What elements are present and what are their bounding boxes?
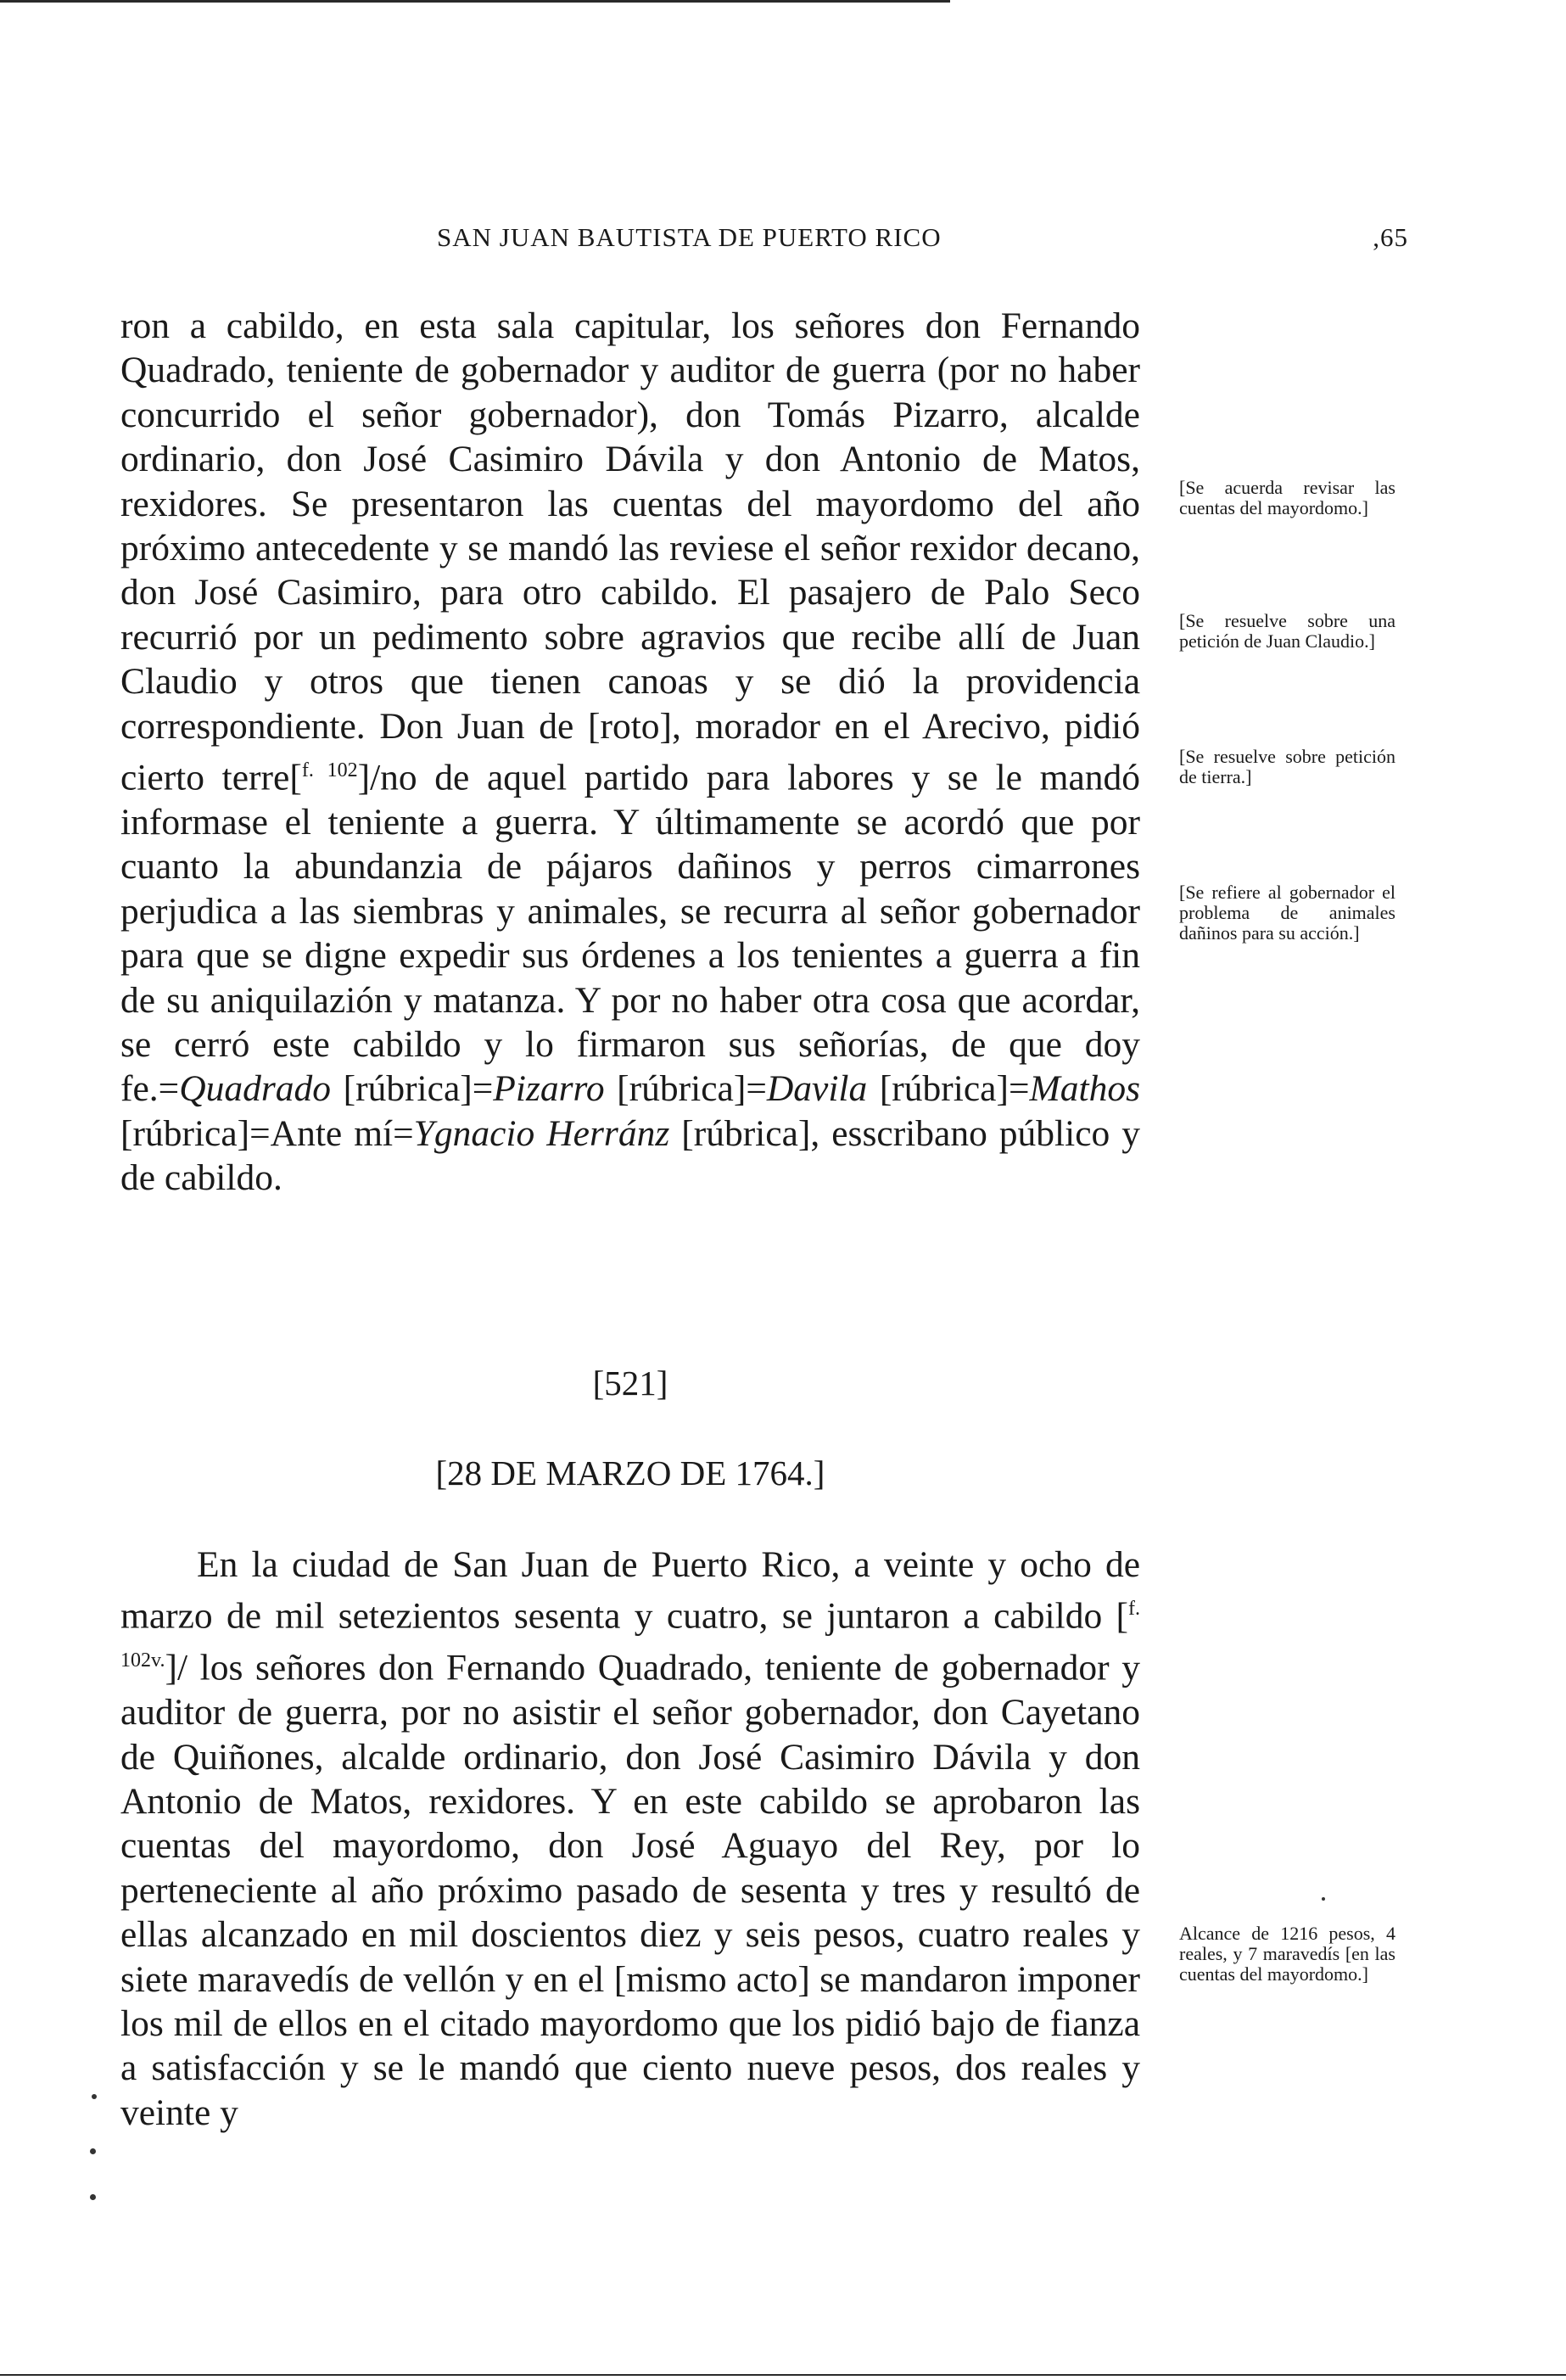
paragraph-continued — [120, 304, 1140, 1201]
entry-number: [521] — [592, 1364, 668, 1403]
paragraph-entry — [120, 1543, 1140, 2135]
signature: Pizarro — [493, 1068, 605, 1110]
page-number: ,65 — [1373, 222, 1408, 252]
scan-speck — [1322, 1897, 1325, 1901]
scan-speck — [92, 2094, 97, 2099]
signature: Ygnacio Herránz — [413, 1112, 670, 1154]
signature: Davila — [766, 1068, 868, 1110]
folio-marker: f. 102 — [301, 759, 358, 782]
paragraph-text: En la ciudad de San Juan de Puerto Rico, a veinte y ocho de marzo de mil setezientos sesenta y cuatro, se juntaron a cabildo [$^{f. 102v.}$]/ los señores don Fernando Quadrado, teniente de gobernador y auditor de guerra, por no asistir el señor gobernador, don Cayetano de Quiñones, alcalde ordinario, don José Casimiro Dávila y don Antonio de Matos, rexidores. Y en este cabildo se aprobaron las cuentas del mayordomo, don José Aguayo del Rey, por lo perteneciente al año próximo pasado de sesenta y tres y resultó de ellas alcanzado en mil doscientos diez y seis pesos, cuatro reales y siete maravedís de vellón y en el [mismo acto] se mandaron imponer los mil de ellos en el citado mayordomo que los pidió bajo de fianza a satisfacción y se le mandó que ciento nueve pesos, dos reales y veinte y — [120, 1544, 1140, 2133]
scan-edge-line — [0, 2374, 1566, 2376]
margin-note: Alcance de 1216 pesos, 4 reales, y 7 maravedís [en las cuentas del mayordomo.] — [1179, 1923, 1395, 1985]
signature: Quadrado — [179, 1068, 332, 1110]
signature: Mathos — [1029, 1068, 1140, 1110]
scan-edge-line — [0, 0, 950, 3]
scan-speck — [90, 2148, 96, 2154]
running-head — [119, 222, 1408, 263]
scan-speck — [90, 2194, 96, 2200]
margin-note: [Se refiere al gobernador el problema de animales dañinos para su acción.] — [1179, 882, 1395, 944]
entry-date: [28 DE MARZO DE 1764.] — [435, 1453, 825, 1492]
margin-note: [Se resuelve sobre petición de tierra.] — [1179, 746, 1395, 787]
margin-note: [Se acuerda revisar las cuentas del mayordomo.] — [1179, 477, 1395, 518]
running-head-title: SAN JUAN BAUTISTA DE PUERTO RICO — [437, 222, 942, 252]
margin-note: [Se resuelve sobre una petición de Juan Claudio.] — [1179, 610, 1395, 652]
folio-marker: f. 102v. — [120, 1598, 1140, 1672]
paragraph-text: ron a cabildo, en esta sala capitular, los señores don Fernando Quadrado, teniente de gobernador y auditor de guerra (por no haber concurrido el señor gobernador), don Tomás Pizarro, alcalde ordinario, don José Casimiro Dávila y don Antonio de Matos, rexidores. Se presentaron las cuentas del mayordomo del año próximo antecedente y se mandó las reviese el señor rexidor decano, don José Casimiro, para otro cabildo. El pasajero de Palo Seco recurrió por un pedimento sobre agravios que recibe allí de Juan Claudio y otros que tienen canoas y se dió la providencia correspondiente. Don Juan de [roto], morador en el Arecivo, pidió cierto terre[$^{f. 102}$]/no de aquel partido para labores y se le mandó informase el teniente a guerra. Y últimamente se acordó que por cuanto la abundanzia de pájaros dañinos y perros cimarrones perjudica a las siembras y animales, se recurra al señor gobernador para que se digne expedir sus órdenes a los tenientes a guerra a fin de su aniquilazión y matanza. Y por no haber otra cosa que acordar, se cerró este cabildo y lo firmaron sus señorías, de que doy fe.=Quadrado [rúbrica]=Pizarro [rúbrica]=Davila [rúbrica]=Mathos [rúbrica]=Ante mí=Ygnacio Herránz [rúbrica], esscribano público y de cabildo. — [120, 305, 1141, 1199]
